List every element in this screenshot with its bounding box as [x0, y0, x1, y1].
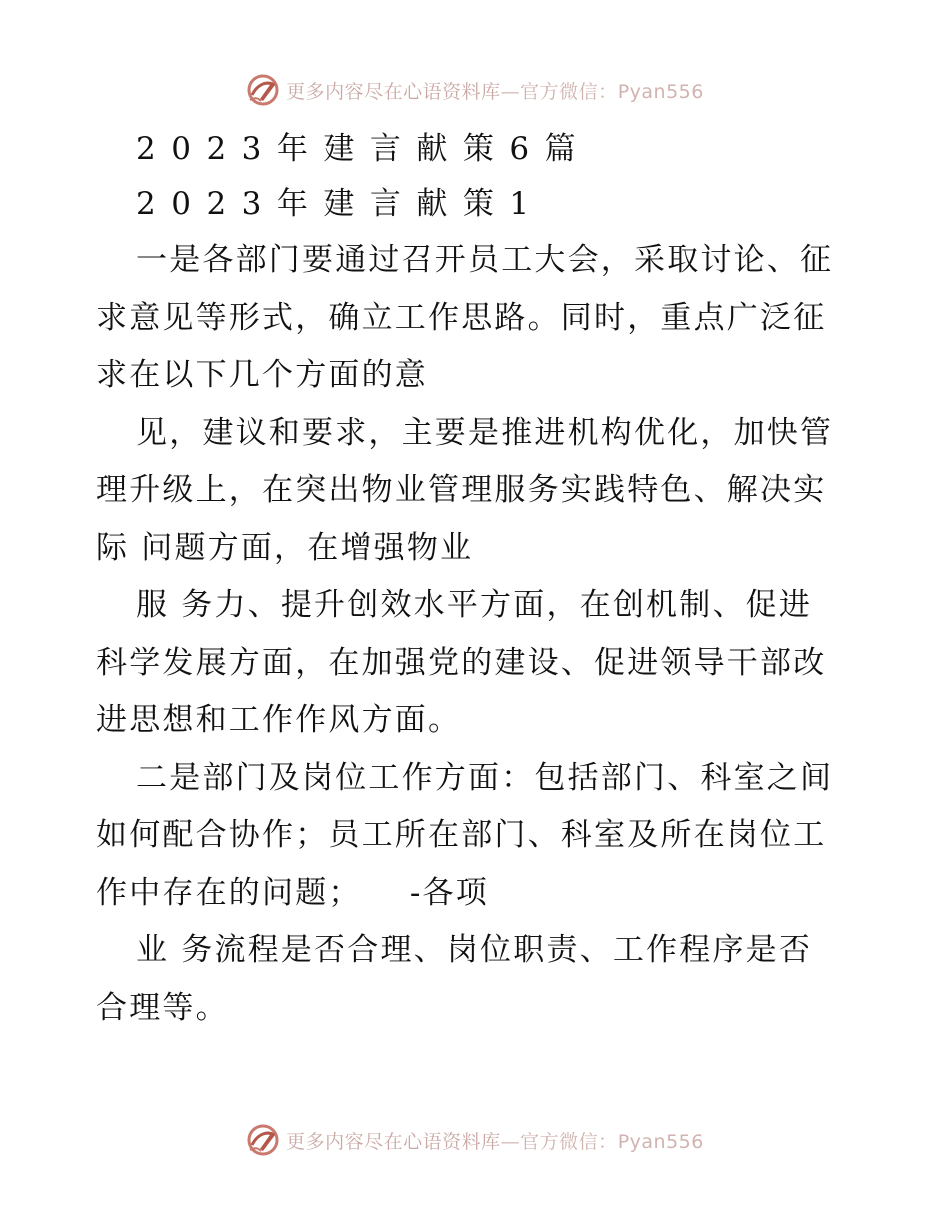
- watermark-wechat-label: 官方微信：: [520, 1130, 618, 1153]
- watermark-text: [286, 1127, 704, 1154]
- paragraph-1: [96, 232, 856, 405]
- document-body: [96, 122, 856, 1037]
- paragraph-5: [96, 922, 856, 1037]
- paragraph-line: 合理等。: [96, 989, 229, 1026]
- watermark-separator: —: [500, 80, 521, 103]
- watermark-text: [286, 77, 704, 104]
- paragraph-line: 进思想和工作作风方面。: [96, 702, 462, 738]
- watermark-wechat-id: Pyan556: [617, 1130, 704, 1153]
- paragraph-line: 理升级上，在突出物业管理服务实践特色、解决实: [96, 472, 827, 508]
- document-subtitle: 2023年建言献策1: [136, 186, 545, 222]
- watermark-wechat-id: Pyan556: [617, 80, 704, 103]
- ribbon-pen-logo-icon: [246, 1123, 280, 1157]
- paragraph-line: 一是各部门要通过召开员工大会，采取讨论、征: [136, 242, 834, 278]
- paragraph-line: 求在以下几个方面的意: [96, 357, 428, 393]
- paragraph-line: 见，建议和要求，主要是推进机构优化，加快管: [136, 414, 834, 451]
- paragraph-line: 服 务力、提升创效水平方面，在创机制、促进: [136, 587, 813, 623]
- header-watermark: [0, 70, 950, 110]
- watermark-site-text: 更多内容尽在心语资料库: [286, 80, 501, 103]
- paragraph-line: 业 务流程是否合理、岗位职责、工作程序是否: [136, 932, 813, 968]
- watermark-separator: —: [500, 1130, 521, 1153]
- ribbon-pen-logo-icon: [246, 73, 280, 107]
- footer-watermark: [0, 1120, 950, 1160]
- paragraph-line: 二是部门及岗位工作方面：包括部门、科室之间: [136, 759, 834, 796]
- paragraph-line: 求意见等形式，确立工作思路。同时，重点广泛征: [96, 299, 827, 336]
- document-title: 2023年建言献策6篇: [136, 131, 592, 167]
- paragraph-line: 科学发展方面，在加强党的建设、促进领导干部改: [96, 644, 827, 681]
- watermark-wechat-label: 官方微信：: [520, 80, 618, 103]
- paragraph-line: 际 问题方面，在增强物业: [96, 529, 474, 566]
- paragraph-3: [96, 577, 856, 750]
- watermark-site-text: 更多内容尽在心语资料库: [286, 1130, 501, 1153]
- paragraph-line: 如何配合协作；员工所在部门、科室及所在岗位工: [96, 817, 827, 853]
- paragraph-line: 作中存在的问题； -各项: [96, 874, 489, 911]
- paragraph-4: [96, 750, 856, 923]
- paragraph-2: [96, 405, 856, 578]
